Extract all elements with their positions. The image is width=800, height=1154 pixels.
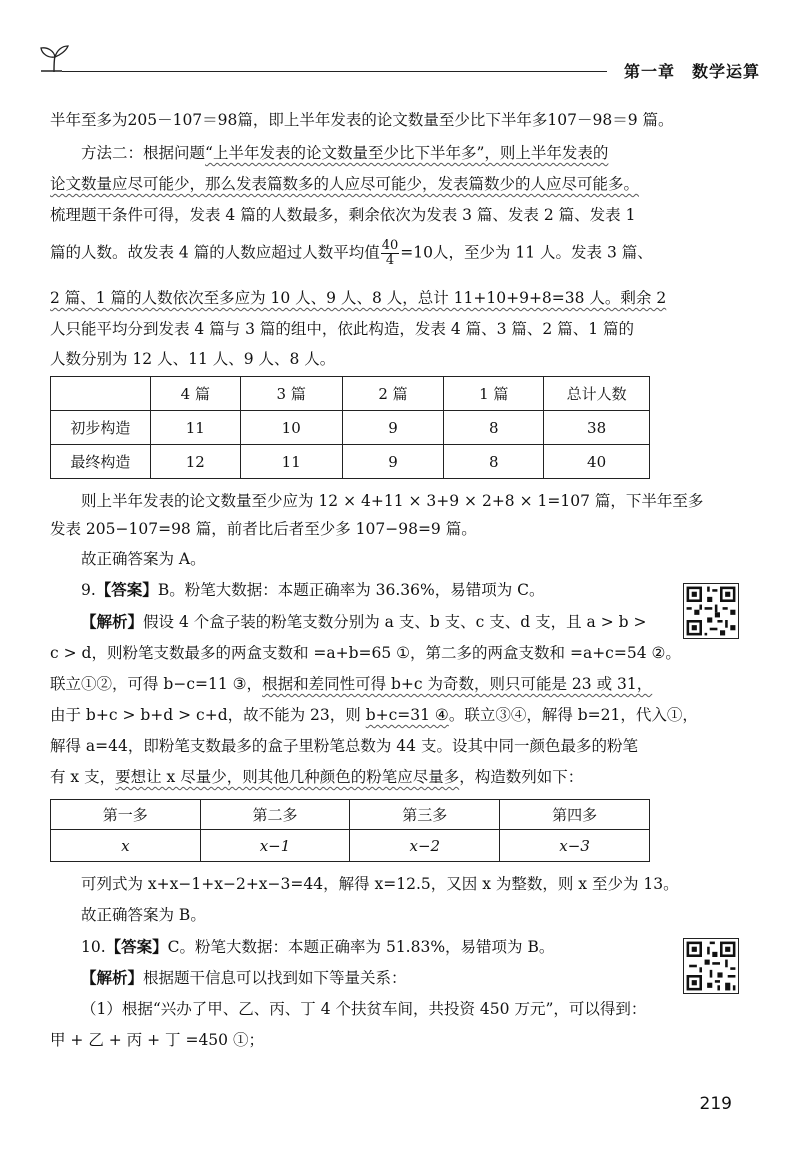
table-header-cell: 第三多 xyxy=(350,800,500,830)
qr-code-icon[interactable] xyxy=(683,583,739,639)
table-cell: 8 xyxy=(444,445,544,479)
text-span: C。粉笔大数据：本题正确率为 51.83%，易错项为 B。 xyxy=(167,938,555,956)
text-span: 有 x 支， xyxy=(50,768,116,786)
header-rule xyxy=(62,71,607,72)
table-row xyxy=(51,445,650,479)
fraction-numerator: 40 xyxy=(381,238,399,253)
q10-line1: （1）根据“兴办了甲、乙、丙、丁 4 个扶贫车间，共投资 450 万元”，可以得到： xyxy=(81,1000,647,1018)
question-number: 9. xyxy=(81,581,96,599)
q9-analysis-line5: 解得 a=44，即粉笔支数最多的盒子里粉笔总数为 44 支。设其中同一颜色最多的粉笔 xyxy=(50,737,638,755)
q9-analysis-line4 xyxy=(50,705,712,725)
chapter-title: 第一章 数学运算 xyxy=(623,62,760,81)
q9-analysis-line2: c > d，则粉笔支数最多的两盒支数和 =a+b=65 ①，第二多的两盒支数和 =a+c=54 ②。 xyxy=(50,644,681,662)
table-header-cell: 3 篇 xyxy=(240,377,342,411)
method2-line6: 人只能平均分到发表 4 篇与 3 篇的组中，依此构造，发表 4 篇、3 篇、2 篇、1 篇的 xyxy=(50,320,635,338)
q10-analysis-line xyxy=(81,968,712,988)
text-span: 篇的人数。故发表 4 篇的人数应超过人数平均值 xyxy=(50,243,380,262)
text-span: 假设 4 个盒子装的粉笔支数分别为 a 支、b 支、c 支、d 支，且 a > b > xyxy=(143,613,647,631)
answer-tag: 【答案】 xyxy=(95,580,158,599)
method2-line5: 2 篇、1 篇的人数依次至多应为 10 人、9 人、8 人，总计 11+10+9+8=38 人。剩余 2 xyxy=(50,289,667,307)
q9-answer-line xyxy=(81,580,712,600)
text-span: ，构造数列如下： xyxy=(459,768,584,786)
text-line: 可列式为 x+x−1+x−2+x−3=44，解得 x=12.5，又因 x 为整数，则 x 至少为 13。 xyxy=(81,875,679,893)
text-span: 联立①②，可得 b−c=11 ③， xyxy=(50,675,263,693)
table-cell: 初步构造 xyxy=(51,411,151,445)
q9-analysis-line6 xyxy=(50,767,712,787)
table-row xyxy=(51,411,650,445)
table-header-cell: 4 篇 xyxy=(150,377,240,411)
text-line: 半年至多为205－107＝98篇，即上半年发表的论文数量至少比下半年多107－98＝9 篇。 xyxy=(50,111,674,129)
qr-code-icon[interactable] xyxy=(683,938,739,994)
text-span: b+c=31 ④ xyxy=(365,706,449,724)
table-people-count xyxy=(50,376,650,479)
table-cell: 9 xyxy=(342,411,444,445)
table-header-row xyxy=(51,377,650,411)
question-number: 10. xyxy=(81,938,106,956)
table-cell: 9 xyxy=(342,445,444,479)
answer-line: 故正确答案为 A。 xyxy=(81,550,206,568)
text-line: 则上半年发表的论文数量至少应为 12 × 4+11 × 3+9 × 2+8 × 1=107 篇，下半年至多 xyxy=(81,492,704,510)
text-span: 方法二：根据问题 xyxy=(81,144,206,162)
table-header-cell: 第一多 xyxy=(51,800,201,830)
text-span: 要想让 x 尽量少，则其他几种颜色的粉笔应尽量多 xyxy=(115,768,460,786)
table-cell: 11 xyxy=(240,445,342,479)
table-header-row xyxy=(51,800,650,830)
table-cell: 11 xyxy=(150,411,240,445)
q9-analysis-line1 xyxy=(81,612,712,632)
text-span: 由于 b+c > b+d > c+d，故不能为 23，则 xyxy=(50,706,366,724)
table-cell: 38 xyxy=(544,411,650,445)
text-span: B。粉笔大数据：本题正确率为 36.36%，易错项为 C。 xyxy=(157,581,545,599)
analysis-tag: 【解析】 xyxy=(81,968,144,987)
text-span: =10人，至少为 11 人。发表 3 篇、 xyxy=(400,243,653,262)
table-cell: x xyxy=(51,830,201,862)
table-cell: 12 xyxy=(150,445,240,479)
table-header-cell: 1 篇 xyxy=(444,377,544,411)
method2-line2: 论文数量应尽可能少，那么发表篇数多的人应尽可能少，发表篇数少的人应尽可能多。 xyxy=(50,175,640,193)
text-span: “上半年发表的论文数量至少比下半年多”，则上半年发表的 xyxy=(205,144,609,162)
analysis-tag: 【解析】 xyxy=(81,612,144,631)
table-header-cell: 第四多 xyxy=(500,800,650,830)
q10-line2: 甲 + 乙 + 丙 + 丁 =450 ①； xyxy=(50,1031,264,1049)
q10-answer-line xyxy=(81,937,712,957)
text-span: 。联立③④，解得 b=21，代入①， xyxy=(448,706,698,724)
q9-analysis-line3 xyxy=(50,674,712,694)
page-number: 219 xyxy=(699,1094,732,1114)
method2-line3: 梳理题干条件可得，发表 4 篇的人数最多，剩余依次为发表 3 篇、发表 2 篇、发表 1 xyxy=(50,206,636,224)
sprout-icon xyxy=(38,44,72,74)
table-cell: 最终构造 xyxy=(51,445,151,479)
table-cell: x−1 xyxy=(200,830,350,862)
table-sequence xyxy=(50,799,650,862)
table-cell: 10 xyxy=(240,411,342,445)
method2-line1 xyxy=(81,143,712,163)
table-cell: 40 xyxy=(544,445,650,479)
fraction xyxy=(381,239,400,268)
text-span: 根据题干信息可以找到如下等量关系： xyxy=(143,969,407,987)
table-cell: x−3 xyxy=(500,830,650,862)
method2-line7: 人数分别为 12 人、11 人、9 人、8 人。 xyxy=(50,350,336,368)
answer-tag: 【答案】 xyxy=(105,937,168,956)
table-header-cell: 2 篇 xyxy=(342,377,444,411)
table-cell: x−2 xyxy=(350,830,500,862)
fraction-denominator: 4 xyxy=(385,253,395,268)
text-line: 发表 205−107=98 篇，前者比后者至少多 107−98=9 篇。 xyxy=(50,520,477,538)
table-header-cell: 总计人数 xyxy=(544,377,650,411)
table-header-cell: 第二多 xyxy=(200,800,350,830)
table-row xyxy=(51,830,650,862)
page-header xyxy=(38,44,760,80)
table-header-cell xyxy=(51,377,151,411)
text-span: 根据和差同性可得 b+c 为奇数，则只可能是 23 或 31， xyxy=(262,675,653,693)
answer-line: 故正确答案为 B。 xyxy=(81,906,206,924)
table-cell: 8 xyxy=(444,411,544,445)
method2-line4 xyxy=(50,239,712,268)
